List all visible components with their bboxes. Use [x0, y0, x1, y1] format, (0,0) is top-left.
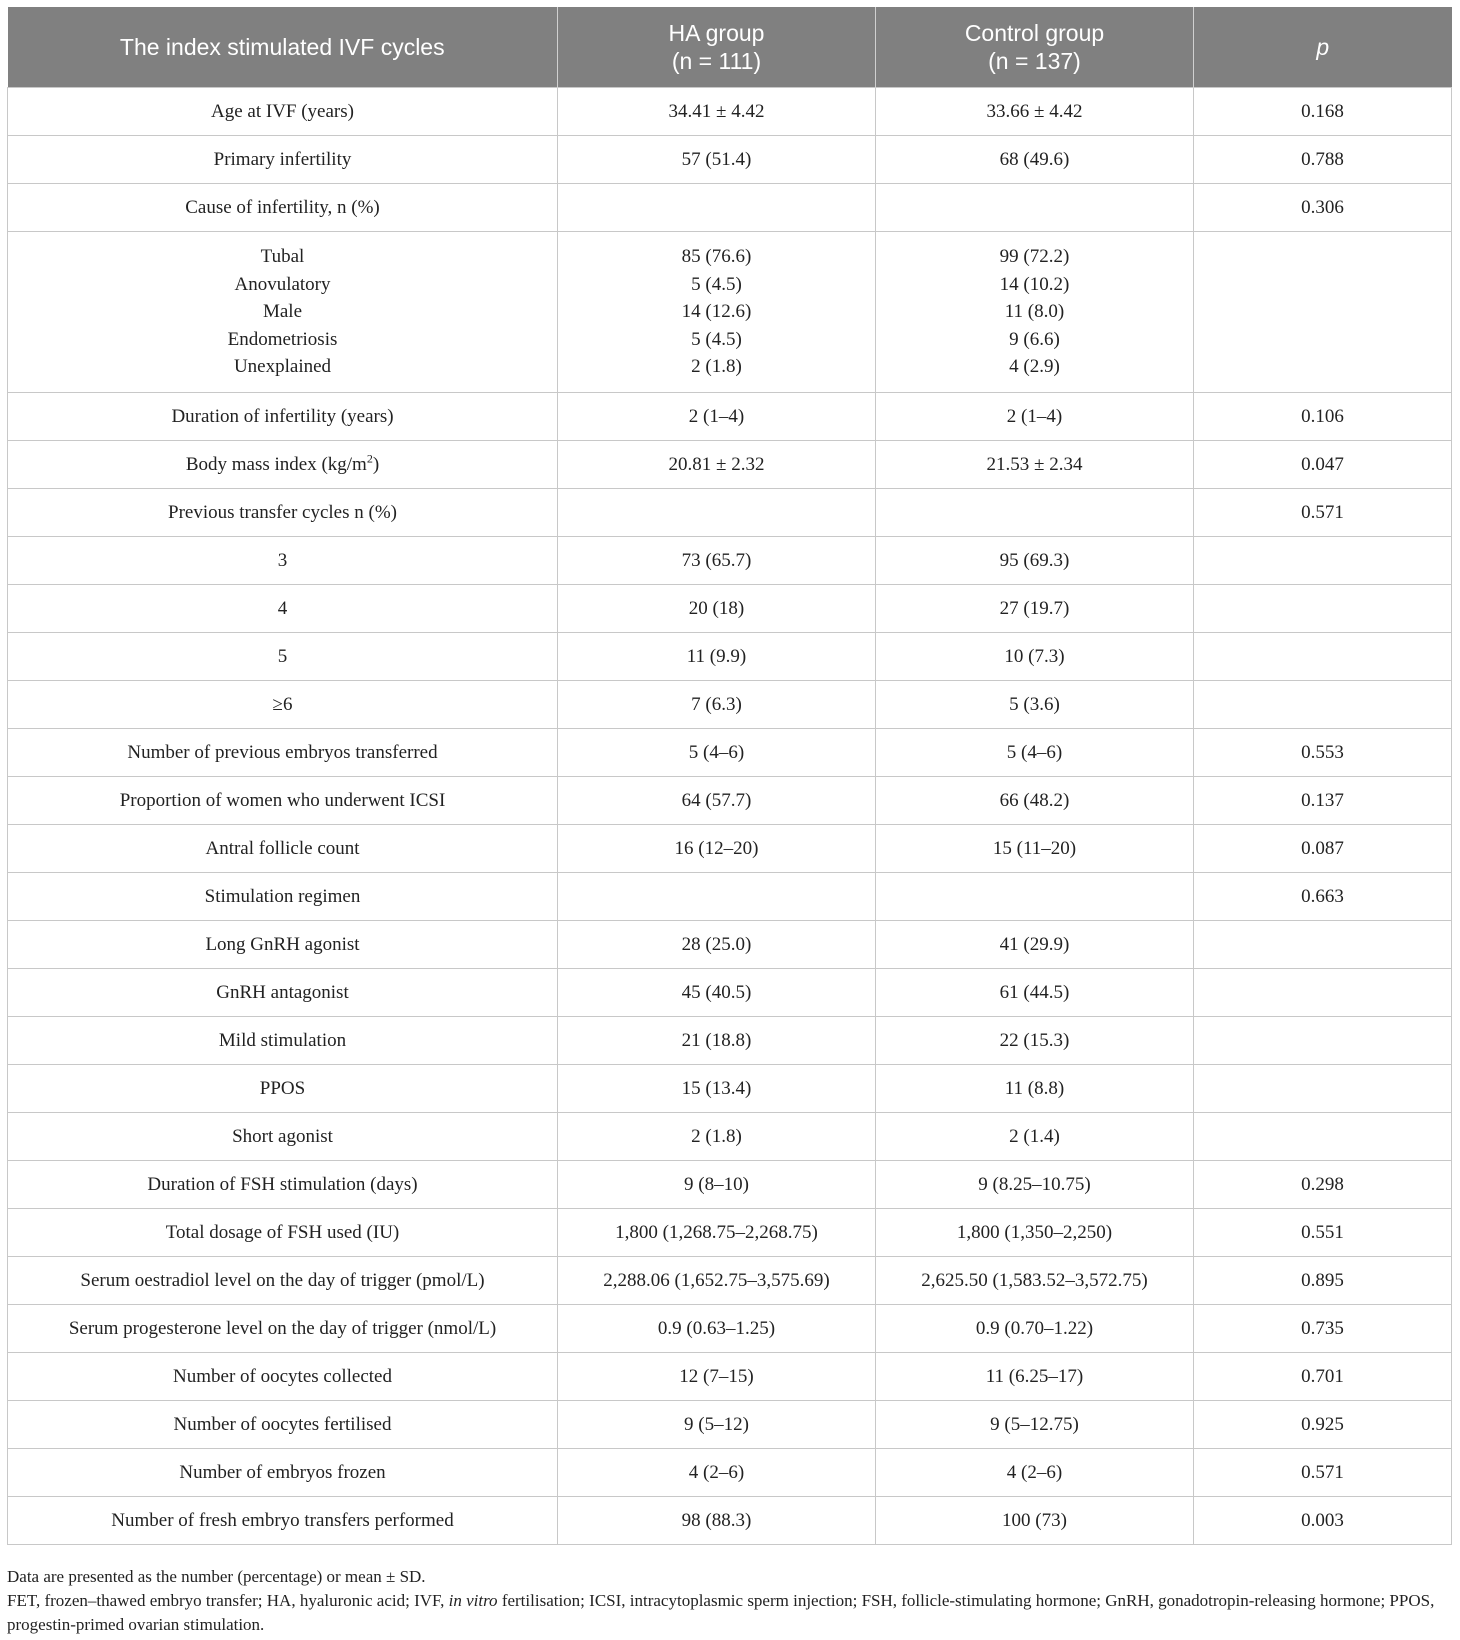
p-value: 0.047: [1194, 441, 1452, 489]
table-row: [8, 1497, 1452, 1545]
footnote-data-presentation: Data are presented as the number (percentage) or mean ± SD.: [7, 1567, 426, 1586]
p-value: 0.137: [1194, 777, 1452, 825]
p-value: [1194, 537, 1452, 585]
ha-value: [558, 873, 876, 921]
row-label: Male: [262, 301, 303, 323]
row-label: Proportion of women who underwent ICSI: [8, 777, 558, 825]
header-control-group: Control group (n = 137): [876, 7, 1194, 88]
control-value: 41 (29.9): [876, 921, 1194, 969]
control-value: 2 (1.4): [876, 1113, 1194, 1161]
table-row-cause-breakdown: [8, 232, 1452, 393]
table-row: [8, 729, 1452, 777]
table-row: [8, 393, 1452, 441]
data-table-container: [7, 7, 1451, 1545]
table-row: [8, 1449, 1452, 1497]
header-ha-group: HA group (n = 111): [558, 7, 876, 88]
p-value: 0.701: [1194, 1353, 1452, 1401]
control-value: 11 (6.25–17): [876, 1353, 1194, 1401]
p-value: [1194, 633, 1452, 681]
control-value: 14 (10.2): [999, 273, 1070, 295]
table-row: [8, 1113, 1452, 1161]
row-label-group: [8, 232, 558, 393]
ha-value: 21 (18.8): [558, 1017, 876, 1065]
table-row: [8, 825, 1452, 873]
p-value: [1194, 1113, 1452, 1161]
control-value: 1,800 (1,350–2,250): [876, 1209, 1194, 1257]
ha-value: 5 (4–6): [558, 729, 876, 777]
p-value: [1194, 232, 1452, 393]
p-value: [1194, 969, 1452, 1017]
p-value: [1194, 681, 1452, 729]
ha-value: 85 (76.6): [681, 246, 752, 268]
ha-value: 45 (40.5): [558, 969, 876, 1017]
control-value: 9 (6.6): [1009, 328, 1060, 350]
row-label: Number of oocytes collected: [8, 1353, 558, 1401]
table-row: [8, 441, 1452, 489]
ha-value: 11 (9.9): [558, 633, 876, 681]
control-value-group: [876, 232, 1194, 393]
table-row: [8, 537, 1452, 585]
p-value: 0.925: [1194, 1401, 1452, 1449]
ha-value: 2 (1.8): [558, 1113, 876, 1161]
row-label: GnRH antagonist: [8, 969, 558, 1017]
table-row: [8, 1209, 1452, 1257]
p-value: [1194, 921, 1452, 969]
row-label: Body mass index $(kg/m^2)$: [8, 441, 558, 489]
table-header-row: [8, 7, 1452, 88]
row-label: Previous transfer cycles n (%): [8, 489, 558, 537]
row-label: Duration of FSH stimulation (days): [8, 1161, 558, 1209]
control-value: 9 (5–12.75): [876, 1401, 1194, 1449]
table-row: [8, 1353, 1452, 1401]
p-value: 0.298: [1194, 1161, 1452, 1209]
table-row: [8, 969, 1452, 1017]
row-label: Antral follicle count: [8, 825, 558, 873]
p-value: 0.551: [1194, 1209, 1452, 1257]
control-value: 5 (3.6): [876, 681, 1194, 729]
p-value: 0.735: [1194, 1305, 1452, 1353]
row-label: Number of oocytes fertilised: [8, 1401, 558, 1449]
table-row: [8, 681, 1452, 729]
control-value: 100 (73): [876, 1497, 1194, 1545]
row-label: Age at IVF (years): [8, 88, 558, 136]
row-label: PPOS: [8, 1065, 558, 1113]
p-value: [1194, 1065, 1452, 1113]
p-value: 0.895: [1194, 1257, 1452, 1305]
table-row: [8, 88, 1452, 136]
control-value: 99 (72.2): [999, 246, 1070, 268]
row-label: Endometriosis: [227, 328, 338, 350]
row-label: Primary infertility: [8, 136, 558, 184]
table-row: [8, 1065, 1452, 1113]
ha-value: [558, 184, 876, 232]
row-label: Number of embryos frozen: [8, 1449, 558, 1497]
ivf-cycles-table: [7, 7, 1452, 1545]
control-value: 21.53 ± 2.34: [876, 441, 1194, 489]
p-value: 0.306: [1194, 184, 1452, 232]
p-value: 0.571: [1194, 489, 1452, 537]
table-row: [8, 1161, 1452, 1209]
ha-value: 9 (8–10): [558, 1161, 876, 1209]
ha-value: 5 (4.5): [691, 273, 742, 295]
ha-value: 2 (1.8): [691, 356, 742, 378]
ha-value: 9 (5–12): [558, 1401, 876, 1449]
p-value: 0.571: [1194, 1449, 1452, 1497]
ha-value: 0.9 (0.63–1.25): [558, 1305, 876, 1353]
row-label: ≥6: [8, 681, 558, 729]
row-label: Serum oestradiol level on the day of trigger (pmol/L): [8, 1257, 558, 1305]
control-value: 68 (49.6): [876, 136, 1194, 184]
p-value: 0.553: [1194, 729, 1452, 777]
ha-value: 20.81 ± 2.32: [558, 441, 876, 489]
table-row: [8, 1257, 1452, 1305]
control-value: 4 (2–6): [876, 1449, 1194, 1497]
table-row: [8, 1305, 1452, 1353]
ha-value: 98 (88.3): [558, 1497, 876, 1545]
ha-value: 15 (13.4): [558, 1065, 876, 1113]
table-row: [8, 777, 1452, 825]
control-value: [876, 873, 1194, 921]
ha-value: 7 (6.3): [558, 681, 876, 729]
row-label: Number of fresh embryo transfers performed: [8, 1497, 558, 1545]
control-value: 66 (48.2): [876, 777, 1194, 825]
table-row: [8, 184, 1452, 232]
control-value: 5 (4–6): [876, 729, 1194, 777]
ha-value-group: [558, 232, 876, 393]
ha-value: 2 (1–4): [558, 393, 876, 441]
control-value: 22 (15.3): [876, 1017, 1194, 1065]
row-label: Duration of infertility (years): [8, 393, 558, 441]
table-row: [8, 489, 1452, 537]
table-footnotes: [7, 1565, 1451, 1637]
p-value: 0.168: [1194, 88, 1452, 136]
ha-value: 20 (18): [558, 585, 876, 633]
row-label: 3: [8, 537, 558, 585]
control-value: 2,625.50 (1,583.52–3,572.75): [876, 1257, 1194, 1305]
table-row: [8, 1017, 1452, 1065]
row-label: 5: [8, 633, 558, 681]
ha-value: [558, 489, 876, 537]
control-value: 95 (69.3): [876, 537, 1194, 585]
p-value: [1194, 1017, 1452, 1065]
ha-value: 28 (25.0): [558, 921, 876, 969]
row-label: Short agonist: [8, 1113, 558, 1161]
table-row: [8, 585, 1452, 633]
row-label: Stimulation regimen: [8, 873, 558, 921]
row-label: Anovulatory: [234, 273, 331, 295]
control-value: 11 (8.8): [876, 1065, 1194, 1113]
p-value: 0.788: [1194, 136, 1452, 184]
header-index-cycles: The index stimulated IVF cycles: [8, 7, 558, 88]
control-value: 2 (1–4): [876, 393, 1194, 441]
table-row: [8, 873, 1452, 921]
p-value: 0.087: [1194, 825, 1452, 873]
control-value: [876, 184, 1194, 232]
table-row: [8, 1401, 1452, 1449]
control-value: 15 (11–20): [876, 825, 1194, 873]
control-value: 10 (7.3): [876, 633, 1194, 681]
control-value: 4 (2.9): [1009, 356, 1060, 378]
ha-value: 73 (65.7): [558, 537, 876, 585]
ha-value: 1,800 (1,268.75–2,268.75): [558, 1209, 876, 1257]
control-value: 9 (8.25–10.75): [876, 1161, 1194, 1209]
control-value: [876, 489, 1194, 537]
control-value: 11 (8.0): [1004, 301, 1065, 323]
row-label: Long GnRH agonist: [8, 921, 558, 969]
row-label: Tubal: [260, 246, 305, 268]
p-value: [1194, 585, 1452, 633]
ha-value: 5 (4.5): [691, 328, 742, 350]
row-label: Serum progesterone level on the day of trigger (nmol/L): [8, 1305, 558, 1353]
row-label: Number of previous embryos transferred: [8, 729, 558, 777]
header-p-value: p: [1194, 7, 1452, 88]
row-label: 4: [8, 585, 558, 633]
ha-value: 12 (7–15): [558, 1353, 876, 1401]
row-label: Unexplained: [233, 356, 332, 378]
control-value: 27 (19.7): [876, 585, 1194, 633]
row-label: Mild stimulation: [8, 1017, 558, 1065]
ha-value: 57 (51.4): [558, 136, 876, 184]
control-value: 0.9 (0.70–1.22): [876, 1305, 1194, 1353]
table-row: [8, 633, 1452, 681]
table-row: [8, 921, 1452, 969]
footnote-abbreviations: FET, frozen–thawed embryo transfer; HA, hyaluronic acid; IVF, in vitro fertilisation; ICSI, intracytoplasmic sperm injection; FSH, follicle-stimulating hormone; GnRH, gonadotropin-releasing hormone; PPOS, progestin-primed ovarian stimulation.: [7, 1591, 1435, 1634]
table-row: [8, 136, 1452, 184]
ha-value: 2,288.06 (1,652.75–3,575.69): [558, 1257, 876, 1305]
p-value: 0.003: [1194, 1497, 1452, 1545]
ha-value: 16 (12–20): [558, 825, 876, 873]
ha-value: 4 (2–6): [558, 1449, 876, 1497]
p-value: 0.663: [1194, 873, 1452, 921]
control-value: 33.66 ± 4.42: [876, 88, 1194, 136]
ha-value: 34.41 ± 4.42: [558, 88, 876, 136]
ha-value: 14 (12.6): [681, 301, 752, 323]
p-value: 0.106: [1194, 393, 1452, 441]
row-label: Cause of infertility, n (%): [8, 184, 558, 232]
control-value: 61 (44.5): [876, 969, 1194, 1017]
ha-value: 64 (57.7): [558, 777, 876, 825]
row-label: Total dosage of FSH used (IU): [8, 1209, 558, 1257]
